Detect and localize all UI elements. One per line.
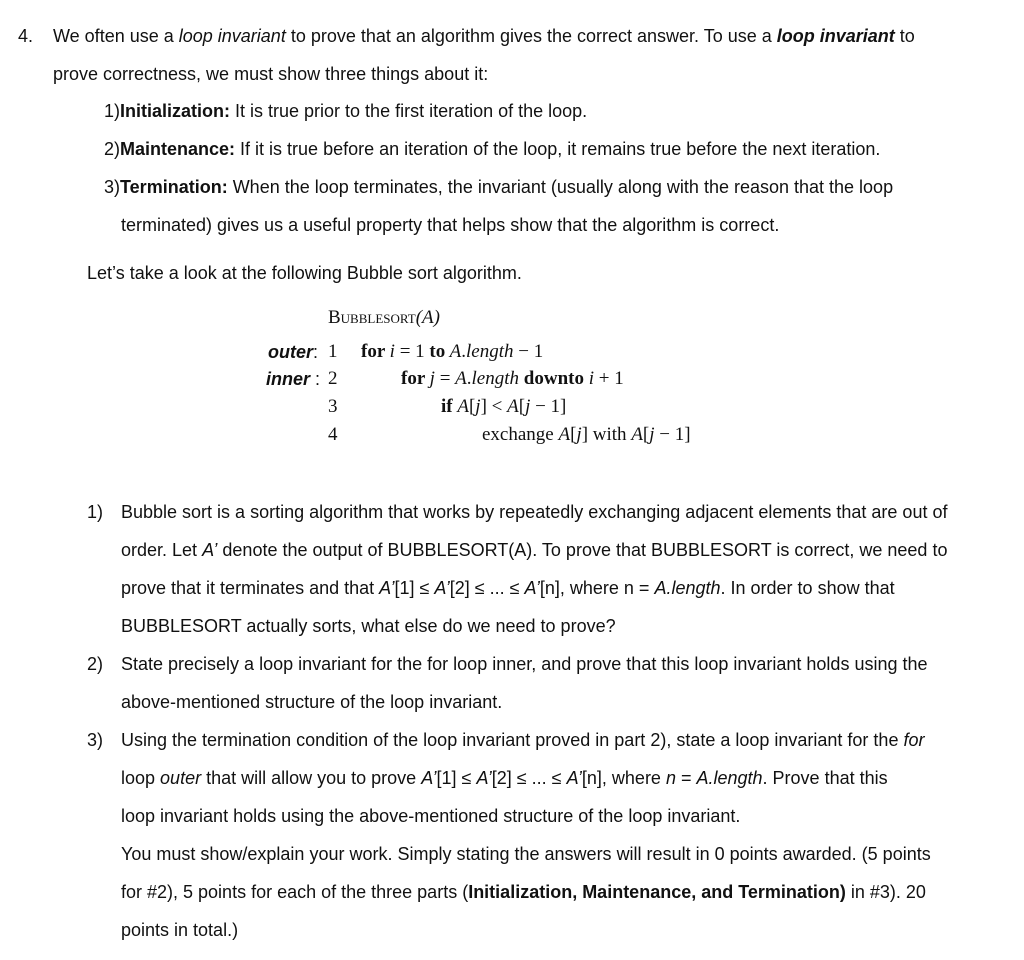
inner-label: inner : bbox=[266, 369, 321, 389]
text-run: A’ bbox=[421, 768, 437, 788]
part-3-line bbox=[121, 731, 924, 749]
text-run: ] with bbox=[581, 424, 632, 445]
text-run: A bbox=[558, 424, 571, 445]
part-2-line bbox=[121, 693, 502, 711]
step-term: Termination: bbox=[120, 177, 228, 197]
text-run: for bbox=[361, 341, 390, 362]
text-run: j bbox=[576, 424, 582, 445]
part-1-line bbox=[121, 579, 895, 597]
text-run: = bbox=[675, 768, 697, 788]
intro-line-2: prove correctness, we must show three things about it: bbox=[53, 64, 489, 84]
text-run: [ bbox=[570, 424, 577, 445]
text-run: A bbox=[457, 396, 469, 417]
text-run: A’ bbox=[566, 768, 582, 788]
part-3-line bbox=[121, 769, 888, 787]
text-run: outer bbox=[160, 768, 202, 788]
text-run: length bbox=[471, 368, 520, 389]
text-run: A’ bbox=[202, 540, 218, 560]
text-run: [2] ≤ ... ≤ bbox=[449, 578, 525, 598]
step-number: 2) bbox=[104, 139, 121, 159]
step-maintenance bbox=[104, 140, 880, 158]
line-number-4: 4 bbox=[328, 424, 338, 445]
text-run: − 1 bbox=[513, 341, 544, 362]
text-run: . bbox=[466, 368, 472, 389]
code-line-4 bbox=[482, 425, 691, 444]
text-run: length bbox=[466, 341, 514, 362]
text-run: Bubble sort is a sorting algorithm that works by repeatedly exchanging adjacent elements that are out of bbox=[121, 502, 948, 522]
step-initialization bbox=[104, 102, 587, 120]
step-termination-continued: terminated) gives us a useful property that helps show that the algorithm is correct. bbox=[121, 215, 780, 235]
text-run: for bbox=[401, 368, 430, 389]
text-run: A bbox=[455, 368, 467, 389]
part-1-line bbox=[121, 617, 616, 635]
part-1-line bbox=[121, 541, 947, 559]
text-run: A’ bbox=[434, 578, 450, 598]
text-run: to bbox=[894, 26, 915, 46]
step-description: When the loop terminates, the invariant (usually along with the reason that the loop bbox=[227, 177, 894, 197]
text-run: . Prove that this bbox=[762, 768, 888, 788]
question-number: 4. bbox=[18, 26, 34, 46]
text-run: BUBBLESORT actually sorts, what else do we need to prove? bbox=[121, 616, 616, 636]
text-run: . In order to show that bbox=[720, 578, 895, 598]
text-run: exchange bbox=[482, 424, 559, 445]
line-number-2: 2 bbox=[328, 368, 338, 389]
text-run: Initialization, Maintenance, and Termination) bbox=[468, 882, 846, 902]
step-number: 3) bbox=[104, 177, 121, 197]
text-run: above-mentioned structure of the loop invariant. bbox=[121, 692, 503, 712]
text-run: denote the output of BUBBLESORT(A). To prove that BUBBLESORT is correct, we need to bbox=[217, 540, 948, 560]
text-run: order. Let bbox=[121, 540, 203, 560]
grading-note-line bbox=[121, 921, 238, 939]
step-number: 1) bbox=[104, 101, 121, 121]
text-run: [1] ≤ bbox=[436, 768, 477, 788]
code-line-1 bbox=[361, 342, 543, 361]
line-number-3: 3 bbox=[328, 396, 338, 417]
text-run: for #2), 5 points for each of the three parts ( bbox=[121, 882, 469, 902]
outer-label: outer: bbox=[268, 342, 319, 362]
text-run: A bbox=[631, 424, 643, 445]
text-run: + 1 bbox=[594, 368, 624, 389]
step-term: Initialization: bbox=[120, 101, 231, 121]
text-run: downto bbox=[519, 368, 589, 389]
text-run: We often use a bbox=[53, 26, 179, 46]
step-term: Maintenance: bbox=[120, 139, 236, 159]
text-run: A.length bbox=[696, 768, 763, 788]
text-run: j bbox=[429, 368, 435, 389]
line-number-1: 1 bbox=[328, 341, 338, 362]
step-description: If it is true before an iteration of the loop, it remains true before the next iteration. bbox=[235, 139, 881, 159]
text-run: [ bbox=[468, 396, 476, 417]
text-run: A.length bbox=[654, 578, 721, 598]
text-run: ] < bbox=[480, 396, 508, 417]
text-run: You must show/explain your work. Simply stating the answers will result in 0 points awarded. (5 points bbox=[121, 844, 931, 864]
text-run: i bbox=[389, 341, 395, 362]
text-run: A’ bbox=[524, 578, 540, 598]
text-run: − 1] bbox=[654, 424, 691, 445]
algorithm-param: (A) bbox=[415, 307, 440, 328]
text-run: − 1] bbox=[530, 396, 567, 417]
part-2-line bbox=[121, 655, 928, 673]
part-3-line bbox=[121, 807, 740, 825]
text-run: loop invariant holds using the above-mentioned structure of the loop invariant. bbox=[121, 806, 741, 826]
text-run: [ bbox=[518, 396, 526, 417]
text-run: A bbox=[507, 396, 519, 417]
bubble-sort-intro: Let’s take a look at the following Bubble sort algorithm. bbox=[87, 263, 522, 283]
part-number-1: 1) bbox=[87, 502, 104, 522]
text-run: to bbox=[429, 341, 446, 362]
step-termination bbox=[104, 178, 893, 196]
text-run: . bbox=[461, 341, 467, 362]
text-run: j bbox=[649, 424, 655, 445]
code-line-3 bbox=[441, 397, 566, 416]
part-1-line bbox=[121, 503, 947, 521]
text-run: loop invariant bbox=[178, 26, 286, 46]
part-number-3: 3) bbox=[87, 730, 104, 750]
text-run: [1] ≤ bbox=[394, 578, 435, 598]
text-run: to prove that an algorithm gives the correct answer. To use a bbox=[285, 26, 777, 46]
algorithm-title bbox=[328, 308, 440, 327]
text-run: State precisely a loop invariant for the for loop inner, and prove that this loop invariant holds using the bbox=[121, 654, 928, 674]
text-run: if bbox=[441, 396, 458, 417]
code-line-2 bbox=[401, 369, 624, 388]
grading-note-line bbox=[121, 845, 931, 863]
text-run: for bbox=[903, 730, 925, 750]
text-run: j bbox=[525, 396, 531, 417]
text-run: Using the termination condition of the loop invariant proved in part 2), state a loop invariant for the bbox=[121, 730, 904, 750]
text-run: [n], where n = bbox=[539, 578, 655, 598]
text-run: [ bbox=[642, 424, 650, 445]
step-description: It is true prior to the first iteration of the loop. bbox=[230, 101, 588, 121]
text-run: n bbox=[665, 768, 676, 788]
text-run: loop invariant bbox=[776, 26, 895, 46]
algorithm-name: Bubblesort bbox=[328, 307, 416, 328]
grading-note-line bbox=[121, 883, 926, 901]
intro-line-1 bbox=[53, 27, 915, 45]
text-run: loop bbox=[121, 768, 161, 788]
text-run: that will allow you to prove bbox=[201, 768, 422, 788]
part-number-2: 2) bbox=[87, 654, 104, 674]
text-run: points in total.) bbox=[121, 920, 239, 940]
text-run: A’ bbox=[379, 578, 395, 598]
text-run: [n], where bbox=[581, 768, 666, 788]
text-run: A bbox=[445, 341, 462, 362]
text-run: = bbox=[434, 368, 456, 389]
text-run: i bbox=[588, 368, 594, 389]
text-run: j bbox=[475, 396, 481, 417]
text-run: A’ bbox=[476, 768, 492, 788]
text-run: [2] ≤ ... ≤ bbox=[491, 768, 567, 788]
text-run: prove that it terminates and that bbox=[121, 578, 380, 598]
text-run: in #3). 20 bbox=[845, 882, 926, 902]
text-run: = 1 bbox=[394, 341, 430, 362]
